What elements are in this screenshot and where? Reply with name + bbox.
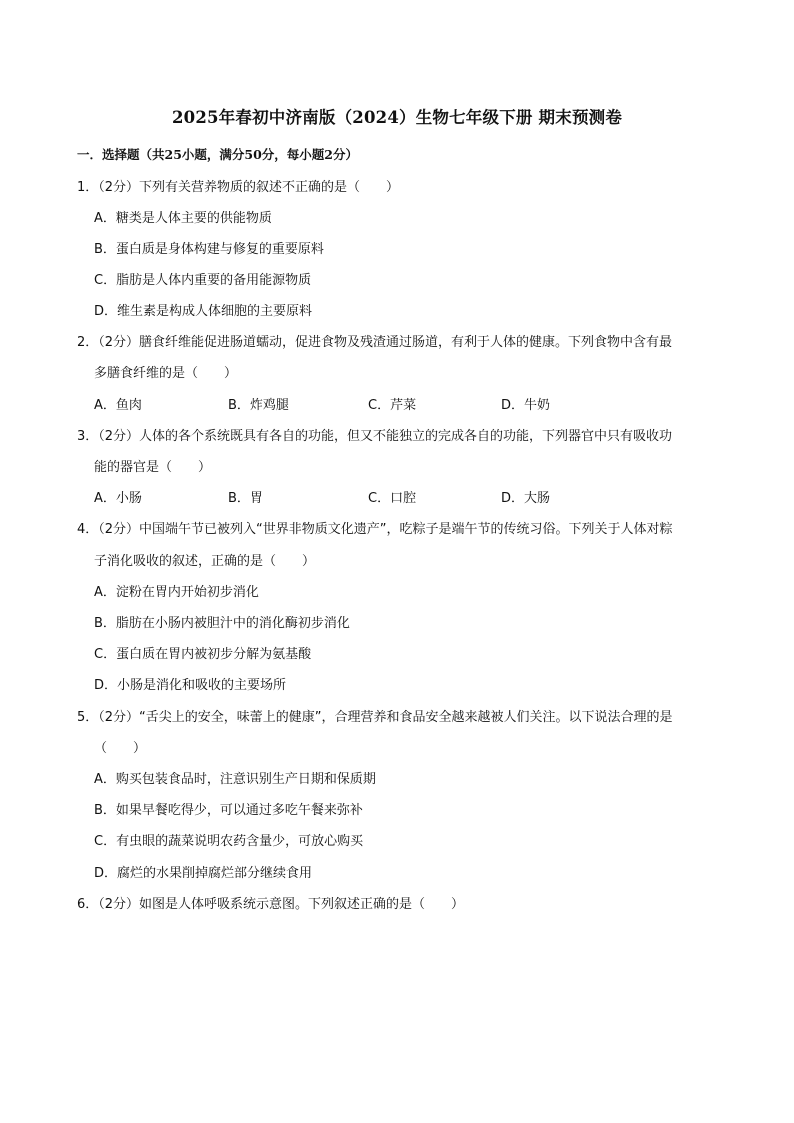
question-6-stem: 6．（2分）如图是人体呼吸系统示意图。下列叙述正确的是（ ）: [77, 897, 465, 912]
question-3-option-c: C．口腔: [368, 491, 417, 506]
question-5-option-d: D．腐烂的水果削掉腐烂部分继续食用: [94, 866, 313, 881]
question-1-option-d: D．维生素是构成人体细胞的主要原料: [94, 304, 313, 319]
question-2-stem: 2．（2分）膳食纤维能促进肠道蠕动，促进食物及残渣通过肠道，有利于人体的健康。下列食物中含有最: [77, 335, 673, 350]
question-4-option-c: C．蛋白质在胃内被初步分解为氨基酸: [94, 647, 312, 662]
question-2-option-a: A．鱼肉: [94, 398, 142, 413]
page-title: 2025年春初中济南版（2024）生物七年级下册 期末预测卷: [171, 108, 623, 127]
question-4-option-b: B．脂肪在小肠内被胆汁中的消化酶初步消化: [94, 616, 350, 631]
question-5-option-b: B．如果早餐吃得少，可以通过多吃午餐来弥补: [94, 803, 363, 818]
question-4-stem: 4．（2分）中国端午节已被列入“世界非物质文化遗产”，吃粽子是端午节的传统习俗。下列关于人体对粽: [77, 522, 673, 537]
question-3-option-a: A．小肠: [94, 491, 142, 506]
question-4-option-a: A．淀粉在胃内开始初步消化: [94, 585, 259, 600]
question-5-stem: 5．（2分）“舌尖上的安全，味蕾上的健康”，合理营养和食品安全越来越被人们关注。以下说法合理的是: [77, 710, 673, 725]
question-5-stem-cont: （ ）: [94, 741, 147, 756]
section-heading: 一．选择题（共25小题，满分50分，每小题2分）: [77, 147, 358, 162]
question-1-option-a: A．糖类是人体主要的供能物质: [94, 211, 272, 226]
question-4-option-d: D．小肠是消化和吸收的主要场所: [94, 678, 287, 693]
question-5-option-a: A．购买包装食品时，注意识别生产日期和保质期: [94, 772, 376, 787]
question-2-stem-cont: 多膳食纤维的是（ ）: [94, 366, 238, 381]
question-3-stem-cont: 能的器官是（ ）: [94, 460, 212, 475]
question-3-stem: 3．（2分）人体的各个系统既具有各自的功能，但又不能独立的完成各自的功能，下列器官中只有吸收功: [77, 429, 673, 444]
question-1-stem: 1．（2分）下列有关营养物质的叙述不正确的是（ ）: [77, 180, 400, 195]
question-2-option-b: B．炸鸡腿: [228, 398, 289, 413]
question-1-option-b: B．蛋白质是身体构建与修复的重要原料: [94, 242, 324, 257]
question-1-option-c: C．脂肪是人体内重要的备用能源物质: [94, 273, 312, 288]
question-2-option-d: D．牛奶: [501, 398, 551, 413]
question-4-stem-cont: 子消化吸收的叙述，正确的是（ ）: [94, 554, 316, 569]
question-2-options: [94, 394, 714, 414]
question-3-options: [94, 487, 714, 507]
question-5-option-c: C．有虫眼的蔬菜说明农药含量少，可放心购买: [94, 834, 364, 849]
question-2-option-c: C．芹菜: [368, 398, 417, 413]
question-3-option-b: B．胃: [228, 491, 263, 506]
question-3-option-d: D．大肠: [501, 491, 551, 506]
